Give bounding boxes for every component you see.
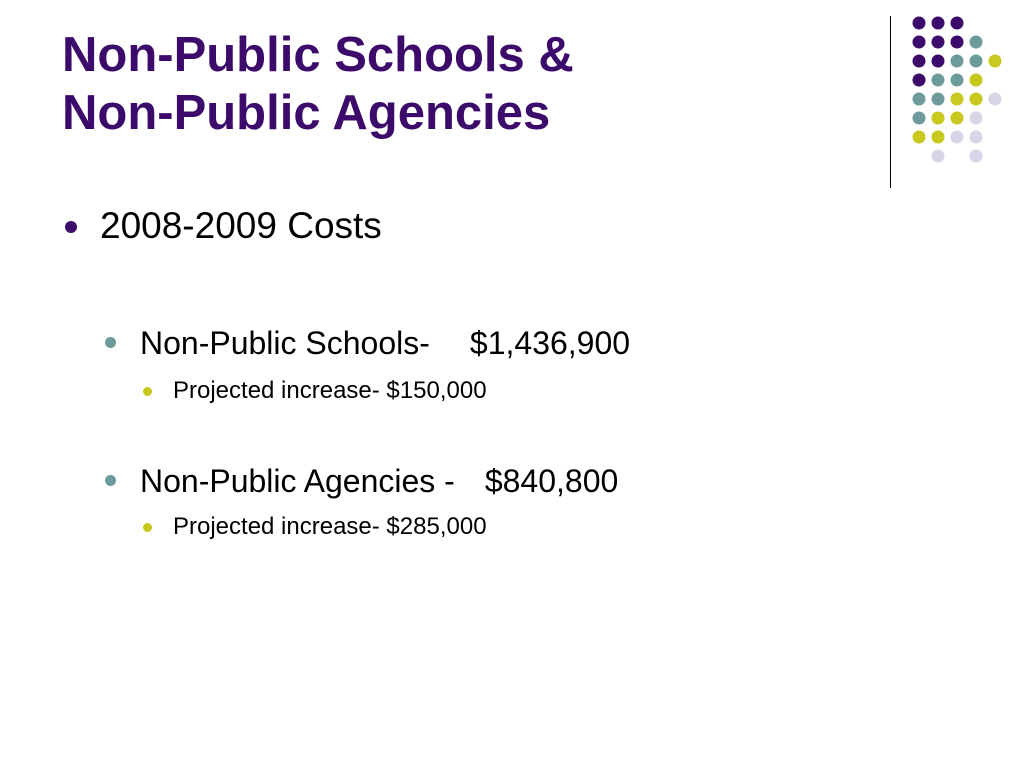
bullet-dot-level1	[65, 221, 77, 233]
bullet-dot-level3	[143, 387, 152, 396]
decorative-dot	[932, 112, 945, 125]
decorative-dot	[913, 74, 926, 87]
decorative-dot	[913, 112, 926, 125]
decorative-dot	[932, 17, 945, 30]
decorative-dot	[970, 150, 983, 163]
decorative-dot	[951, 112, 964, 125]
decorative-dot	[932, 74, 945, 87]
decorative-dot	[970, 55, 983, 68]
decorative-dot	[951, 131, 964, 144]
bullet-non-public-schools	[140, 324, 630, 362]
bullet-dot-level2	[105, 475, 116, 486]
slide-title-line-2: Non-Public Agencies	[62, 86, 551, 140]
decorative-dot	[913, 131, 926, 144]
decorative-dot	[951, 17, 964, 30]
slide-title-line-1: Non-Public Schools &	[62, 28, 574, 82]
decorative-dot	[913, 93, 926, 106]
decorative-dot	[951, 36, 964, 49]
decorative-dot	[951, 74, 964, 87]
bullet-label: Non-Public Agencies -	[140, 463, 455, 499]
decorative-dot-grid	[0, 0, 1024, 200]
decorative-dot	[970, 74, 983, 87]
decorative-dot	[932, 150, 945, 163]
bullet-amount: $1,436,900	[469, 325, 631, 361]
decorative-dot	[970, 131, 983, 144]
decorative-dot	[951, 55, 964, 68]
bullet-label: Non-Public Schools-	[140, 325, 430, 361]
decorative-dot	[970, 36, 983, 49]
decorative-dot	[932, 131, 945, 144]
bullet-costs-heading: 2008-2009 Costs	[100, 205, 382, 246]
decorative-dot	[951, 93, 964, 106]
bullet-non-public-agencies	[140, 462, 618, 500]
decorative-dot	[932, 36, 945, 49]
decorative-dot	[913, 36, 926, 49]
decorative-dot	[970, 112, 983, 125]
decorative-dot	[913, 17, 926, 30]
bullet-dot-level3	[143, 523, 152, 532]
decorative-dot	[932, 55, 945, 68]
decorative-dot	[913, 55, 926, 68]
decorative-dot	[989, 93, 1002, 106]
decorative-dot	[932, 93, 945, 106]
bullet-dot-level2	[105, 337, 116, 348]
bullet-amount: $840,800	[484, 463, 619, 499]
decorative-dot	[970, 93, 983, 106]
sub-bullet-schools-projected-increase: Projected increase- $150,000	[173, 377, 487, 404]
decorative-dot	[989, 55, 1002, 68]
sub-bullet-agencies-projected-increase: Projected increase- $285,000	[173, 513, 487, 540]
